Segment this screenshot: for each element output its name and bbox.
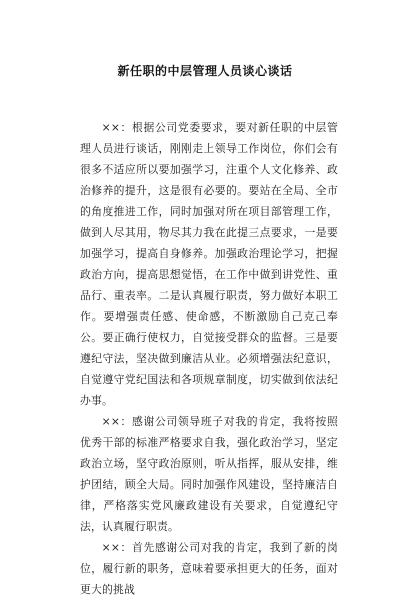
document-body bbox=[80, 117, 338, 600]
paragraph-1: ××：根据公司党委要求，要对新任职的中层管理人员进行谈话，刚刚走上领导工作岗位，你们会有很多不适应所以要加强学习，注重个人文化修养、政治修养的提升，这是很有必要的。要站在全局、全市的角度推进工作，同时加强对所在项目部管理工作，做到人尽其用，物尽其力我在此提三点要求，一是要加强学习，提高自身修养。加强政治理论学习，把握政治方向，提高思想觉悟，在工作中做到讲党性、重品行、重表率。二是认真履行职责，努力做好本职工作。要增强责任感、使命感，不断激励自己克己奉公。要正确行使权力，自觉接受群众的监督。三是要遵纪守法，坚决做到廉洁从业。必须增强法纪意识，自觉遵守党纪国法和各项规章制度，切实做到依法纪办事。 bbox=[80, 121, 338, 407]
paragraph-2: ××：感谢公司领导班子对我的肯定，我将按照优秀干部的标准严格要求自我，强化政治学习，坚定政治立场，坚守政治原则，听从指挥，服从安排，维护团结，顾全大局。同时加强作风建设，坚持廉洁自律，严格落实党风廉政建设有关要求，自觉遵纪守法，认真履行职责。 bbox=[80, 415, 338, 533]
paragraph-3: ××：首先感谢公司对我的肯定，我到了新的岗位，履行新的职务，意味着要承担更大的任务，面对更大的挑战 bbox=[80, 541, 338, 596]
document-title: 新任职的中层管理人员谈心谈话 bbox=[117, 64, 293, 78]
